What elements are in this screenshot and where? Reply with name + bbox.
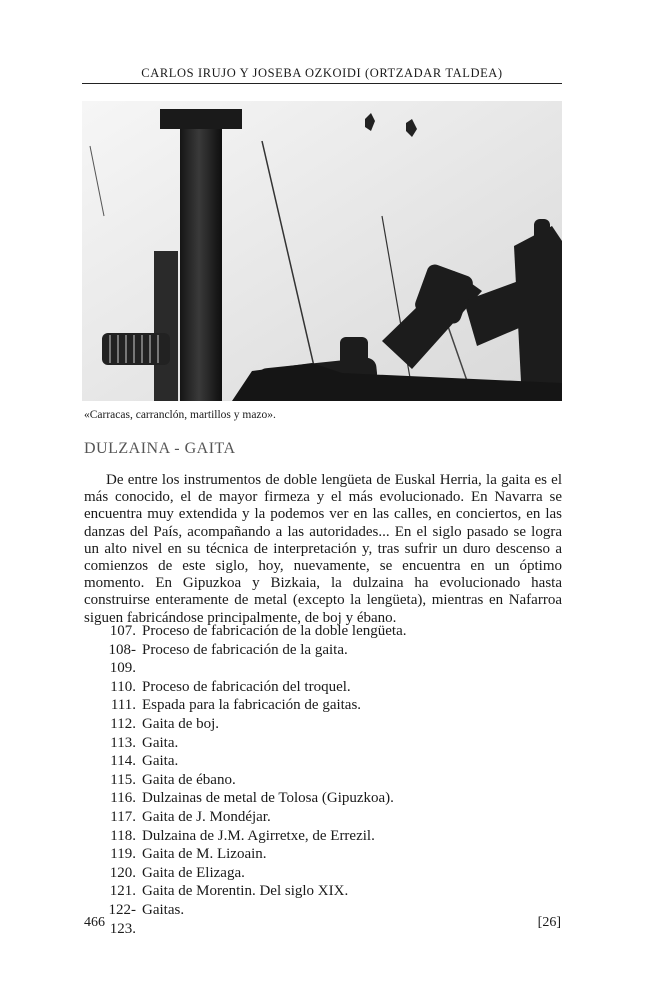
item-number: 122-123. xyxy=(108,901,136,937)
item-number: 116. xyxy=(110,790,136,807)
item-number: 107. xyxy=(109,623,136,639)
item-text: Gaita. xyxy=(142,734,179,751)
item-text: Gaita. xyxy=(142,753,179,770)
list-item xyxy=(84,827,562,846)
list-item xyxy=(84,901,562,938)
list-item xyxy=(84,678,562,697)
body-paragraph: De entre los instrumentos de doble lengüeta de Euskal Herria, la gaita es el más conocido, el de mayor firmeza y el más evolucionado. En Navarra se encuentra muy extendida y la podemos ver en las calles, en conciertos, en las danzas del País, acompañando a las autoridades... En el siglo pasado se logra un alto nivel en su técnica de interpretación y, tras sufrir un duro descenso a comienzos de este siglo, hoy, nuevamente, se encuentra en un óptimo momento. En Gipuzkoa y Bizkaia, la dulzaina ha evolucionado hasta construirse enteramente de metal (excepto la lengüeta), mientras en Nafarroa siguen fabricándose principalmente, de boj y ébano. xyxy=(84,472,562,626)
item-number: 115. xyxy=(110,771,136,788)
item-number: 120. xyxy=(109,864,136,881)
item-text: Proceso de fabricación del troquel. xyxy=(142,678,351,695)
item-text: Espada para la fabricación de gaitas. xyxy=(142,697,362,714)
list-item xyxy=(84,845,562,864)
item-text: Gaitas. xyxy=(142,901,185,918)
item-text: Gaita de Elizaga. xyxy=(142,864,245,881)
item-text: Gaita de J. Mondéjar. xyxy=(142,808,271,825)
bracket-page-number: [26] xyxy=(537,915,561,930)
list-item xyxy=(84,622,562,641)
item-number: 118. xyxy=(110,827,136,844)
item-text: Gaita de M. Lizoain. xyxy=(142,846,267,863)
photo-carracas-instruments xyxy=(82,101,562,401)
item-number: 111. xyxy=(110,697,136,714)
item-number: 110. xyxy=(110,678,136,695)
header-rule xyxy=(82,83,562,84)
figure-list xyxy=(84,622,562,938)
item-number: 112. xyxy=(110,715,136,732)
list-item xyxy=(84,734,562,753)
list-item xyxy=(84,789,562,808)
item-text: Gaita de ébano. xyxy=(142,771,236,788)
list-item xyxy=(84,752,562,771)
list-item xyxy=(84,882,562,901)
item-number: 121. xyxy=(109,883,136,900)
item-text: Dulzaina de J.M. Agirretxe, de Errezil. xyxy=(142,827,375,844)
section-title: DULZAINA - GAITA xyxy=(84,440,236,457)
list-item xyxy=(84,696,562,715)
item-text: Gaita de boj. xyxy=(142,715,220,732)
item-number: 119. xyxy=(110,846,136,863)
figure-caption: «Carracas, carranclón, martillos y mazo». xyxy=(84,409,276,421)
page-number: 466 xyxy=(84,915,105,930)
item-text: Gaita de Morentin. Del siglo XIX. xyxy=(142,883,349,900)
item-number: 114. xyxy=(110,753,136,770)
item-text: Proceso de fabricación de la gaita. xyxy=(142,641,348,658)
list-item xyxy=(84,771,562,790)
list-item xyxy=(84,808,562,827)
item-number: 113. xyxy=(110,734,136,751)
list-item xyxy=(84,641,562,678)
item-number: 108-109. xyxy=(108,641,136,677)
running-head: CARLOS IRUJO Y JOSEBA OZKOIDI (ORTZADAR TALDEA) xyxy=(141,66,503,80)
item-number: 117. xyxy=(110,808,136,825)
item-text: Proceso de fabricación de la doble lengüeta. xyxy=(142,623,407,639)
list-item xyxy=(84,864,562,883)
list-item xyxy=(84,715,562,734)
item-text: Dulzainas de metal de Tolosa (Gipuzkoa). xyxy=(142,790,394,807)
